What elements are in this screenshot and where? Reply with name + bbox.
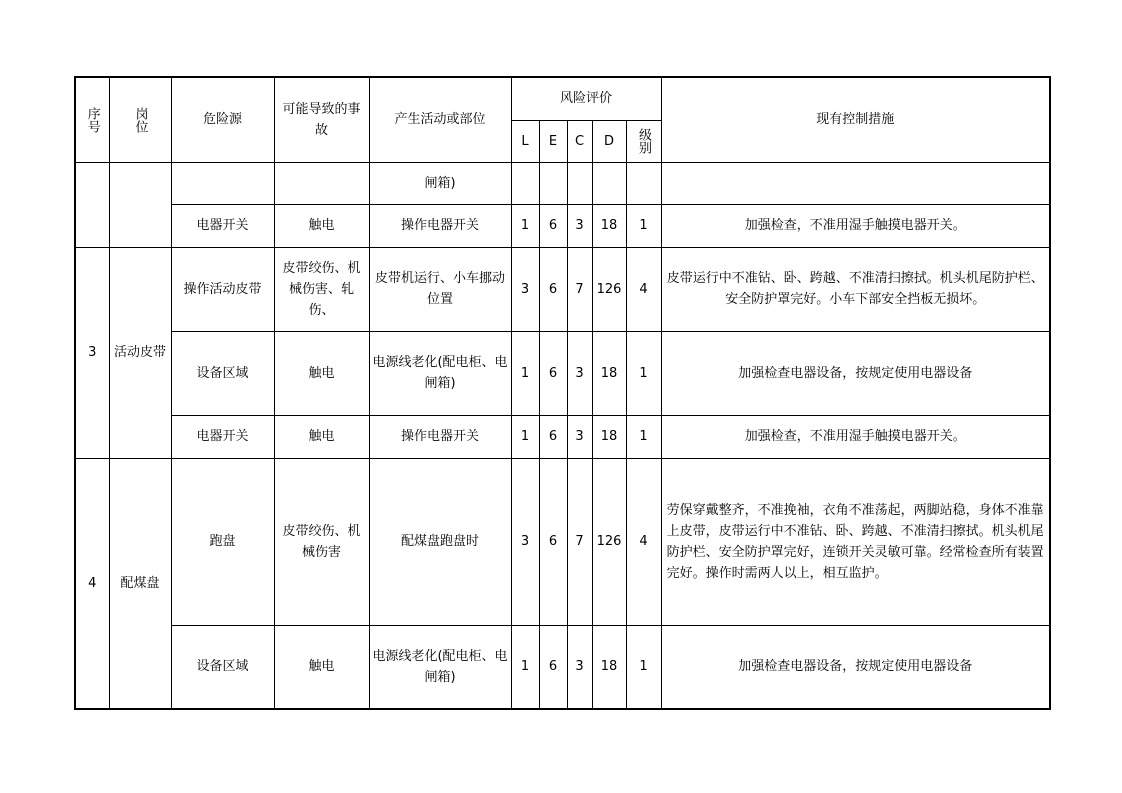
- cell-level: 1: [626, 625, 661, 709]
- cell-c: 3: [567, 331, 592, 415]
- cell-activity: 电源线老化(配电柜、电闸箱): [369, 331, 511, 415]
- header-activity: 产生活动或部位: [369, 77, 511, 162]
- cell-activity: 皮带机运行、小车挪动位置: [369, 247, 511, 331]
- cell-measures: 加强检查电器设备，按规定使用电器设备: [661, 331, 1050, 415]
- cell-level: 1: [626, 204, 661, 247]
- cell-level: 1: [626, 415, 661, 458]
- header-post: 岗位: [109, 77, 171, 162]
- cell-post: 配煤盘: [109, 458, 171, 709]
- cell-l: 1: [511, 331, 539, 415]
- header-risk-eval: 风险评价: [511, 77, 661, 120]
- cell-d: 126: [592, 458, 626, 625]
- cell-hazard: 电器开关: [171, 415, 274, 458]
- cell-accident: 触电: [274, 331, 369, 415]
- cell-activity: 配煤盘跑盘时: [369, 458, 511, 625]
- cell-e: 6: [539, 415, 567, 458]
- cell-activity: 操作电器开关: [369, 204, 511, 247]
- cell-hazard: 操作活动皮带: [171, 247, 274, 331]
- cell-measures: 加强检查电器设备，按规定使用电器设备: [661, 625, 1050, 709]
- header-d: D: [592, 120, 626, 162]
- cell-hazard: [171, 162, 274, 204]
- cell-accident: 触电: [274, 204, 369, 247]
- cell-level: 1: [626, 331, 661, 415]
- table-row: [75, 331, 1050, 415]
- cell-hazard: 设备区域: [171, 625, 274, 709]
- cell-d: [592, 162, 626, 204]
- cell-c: 7: [567, 458, 592, 625]
- cell-seq: 3: [75, 247, 109, 458]
- cell-l: 3: [511, 247, 539, 331]
- header-e: E: [539, 120, 567, 162]
- cell-accident: [274, 162, 369, 204]
- cell-c: 3: [567, 415, 592, 458]
- cell-d: 18: [592, 415, 626, 458]
- header-l: L: [511, 120, 539, 162]
- cell-e: 6: [539, 625, 567, 709]
- cell-d: 126: [592, 247, 626, 331]
- table-row: [75, 458, 1050, 625]
- header-accident: [274, 77, 369, 162]
- cell-c: 3: [567, 625, 592, 709]
- cell-measures: 劳保穿戴整齐，不准挽袖，衣角不准荡起，两脚站稳，身体不准靠上皮带，皮带运行中不准钻、卧、跨越、不准清扫擦拭。机头机尾防护栏、安全防护罩完好，连锁开关灵敏可靠。经常检查所有装置完好。操作时需两人以上，相互监护。: [661, 458, 1050, 625]
- cell-level: 4: [626, 458, 661, 625]
- cell-e: 6: [539, 458, 567, 625]
- cell-e: 6: [539, 204, 567, 247]
- table-row: [75, 625, 1050, 709]
- cell-accident: 触电: [274, 625, 369, 709]
- table-row: [75, 415, 1050, 458]
- risk-assessment-table: [74, 76, 1051, 710]
- table-row: [75, 162, 1050, 204]
- header-accident-line2: 故: [314, 122, 328, 138]
- header-measures: 现有控制措施: [661, 77, 1050, 162]
- header-seq: 序号: [75, 77, 109, 162]
- cell-level: 4: [626, 247, 661, 331]
- cell-post: 活动皮带: [109, 247, 171, 458]
- header-c: C: [567, 120, 592, 162]
- cell-hazard: 电器开关: [171, 204, 274, 247]
- cell-measures: [661, 162, 1050, 204]
- cell-d: 18: [592, 625, 626, 709]
- table-row: [75, 204, 1050, 247]
- cell-accident: 皮带绞伤、机械伤害: [274, 458, 369, 625]
- header-hazard: 危险源: [171, 77, 274, 162]
- cell-c: 3: [567, 204, 592, 247]
- cell-measures: 皮带运行中不准钻、卧、跨越、不准清扫擦拭。机头机尾防护栏、安全防护罩完好。小车下部安全挡板无损坏。: [661, 247, 1050, 331]
- cell-d: 18: [592, 204, 626, 247]
- header-row: [75, 77, 1050, 120]
- cell-l: [511, 162, 539, 204]
- cell-e: 6: [539, 247, 567, 331]
- cell-accident: 皮带绞伤、机械伤害、轧伤、: [274, 247, 369, 331]
- cell-d: 18: [592, 331, 626, 415]
- cell-activity: 闸箱): [369, 162, 511, 204]
- header-level: 级别: [626, 120, 661, 162]
- table-row: [75, 247, 1050, 331]
- cell-measures: 加强检查，不准用湿手触摸电器开关。: [661, 204, 1050, 247]
- cell-activity: 操作电器开关: [369, 415, 511, 458]
- cell-l: 1: [511, 204, 539, 247]
- cell-c: [567, 162, 592, 204]
- cell-l: 3: [511, 458, 539, 625]
- cell-post: [109, 162, 171, 247]
- cell-accident: 触电: [274, 415, 369, 458]
- header-accident-line1: 可能导致的事: [282, 101, 361, 117]
- cell-seq: [75, 162, 109, 247]
- cell-e: [539, 162, 567, 204]
- cell-e: 6: [539, 331, 567, 415]
- cell-hazard: 设备区域: [171, 331, 274, 415]
- cell-hazard: 跑盘: [171, 458, 274, 625]
- cell-seq: 4: [75, 458, 109, 709]
- cell-l: 1: [511, 415, 539, 458]
- cell-level: [626, 162, 661, 204]
- cell-activity: 电源线老化(配电柜、电闸箱): [369, 625, 511, 709]
- cell-c: 7: [567, 247, 592, 331]
- cell-l: 1: [511, 625, 539, 709]
- cell-measures: 加强检查，不准用湿手触摸电器开关。: [661, 415, 1050, 458]
